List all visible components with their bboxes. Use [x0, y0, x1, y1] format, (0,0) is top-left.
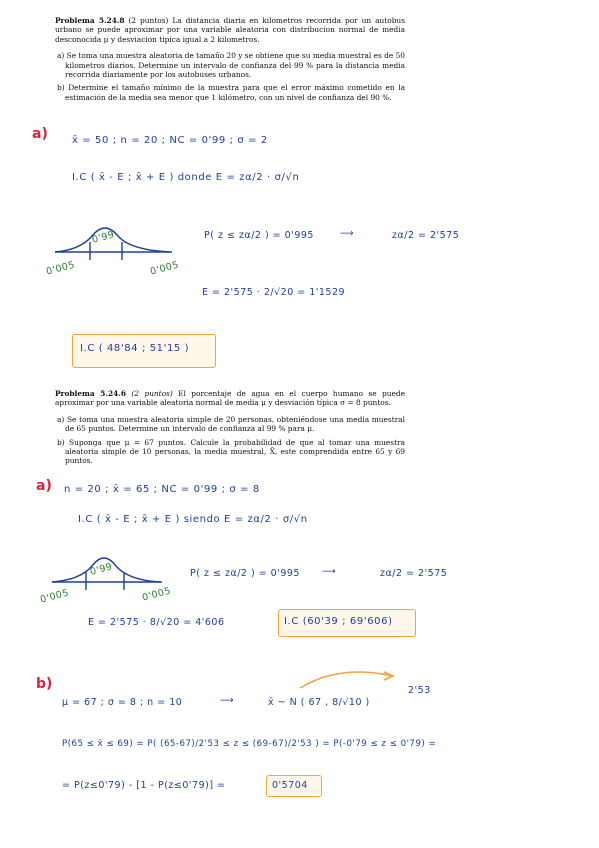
solution-1-ic-formula: I.C ( x̄ - E ; x̄ + E ) donde E = zα/2 · σ/√n: [72, 172, 300, 183]
solution-2a-bell-right: 0'005: [141, 585, 173, 604]
problem-1-text: La distancia diaria en kilometros recorrida por un autobus urbano se puede aproximar por una variable aleatoria con distribucion normal de media desconocida μ y desviacion tipica igual a 2 kilometros.: [55, 16, 405, 44]
solution-2b-label: b): [36, 676, 53, 692]
solution-1-bell-right: 0'005: [149, 259, 181, 278]
solution-2a-result: I.C (60'39 ; 69'606): [284, 616, 393, 627]
solution-1-arrow: ⟶: [340, 228, 355, 239]
solution-2a-arrow: ⟶: [322, 566, 337, 577]
solution-2a-bell-center: 0'99: [88, 561, 114, 578]
solution-1-error: E = 2'575 · 2/√20 = 1'1529: [202, 287, 346, 298]
solution-2b-prob: P(65 ≤ x̄ ≤ 69) = P( (65-67)/2'53 ≤ z ≤ (69-67)/2'53 ) = P(-0'79 ≤ z ≤ 0'79) =: [62, 739, 437, 749]
solution-2b-note: 2'53: [408, 685, 431, 696]
solution-2b-data: μ = 67 ; σ = 8 ; n = 10: [62, 697, 183, 708]
solution-1-z: zα/2 = 2'575: [392, 230, 460, 241]
problem-1-part-a: a) Se toma una muestra aleatoria de tamaño 20 y se obtiene que su media muestral es de 50 kilometros diarios. Determine un intervalo de confianza del 99 % para la distancia media recorrida diariamente por los autobuses urbanos.: [57, 51, 405, 80]
solution-2b-result: 0'5704: [272, 780, 308, 791]
solution-1-result: I.C ( 48'84 ; 51'15 ): [80, 343, 190, 354]
problem-2-part-a: a) Se toma una muestra aleatoria simple de 20 personas, obteniéndose una media muestral de 65 puntos. Determine un intervalo de confianza al 99 % para μ.: [57, 414, 405, 434]
problem-2-points: (2 puntos): [131, 389, 173, 398]
problem-1-heading: Problema 5.24.8: [55, 16, 125, 25]
solution-2a-prob: P( z ≤ zα/2 ) = 0'995: [190, 568, 300, 579]
solution-1-label: a): [32, 126, 48, 142]
orange-arc-tip: [384, 672, 393, 680]
solution-2a-ic-formula: I.C ( x̄ - E ; x̄ + E ) siendo E = zα/2 · σ/√n: [78, 514, 308, 525]
solution-1-prob: P( z ≤ zα/2 ) = 0'995: [204, 230, 314, 241]
solution-2a-z: zα/2 = 2'575: [380, 568, 448, 579]
orange-arc: [300, 672, 392, 688]
solution-2b-arrow: ⟶: [220, 695, 235, 706]
solution-2a-data: n = 20 ; x̄ = 65 ; NC = 0'99 ; σ = 8: [64, 484, 260, 495]
solution-1-data: x̄ = 50 ; n = 20 ; NC = 0'99 ; σ = 2: [72, 135, 268, 146]
problem-1-statement: [55, 16, 405, 44]
problem-2-heading: Problema 5.24.6: [55, 389, 126, 398]
solution-2a-label: a): [36, 478, 52, 494]
problem-1: [55, 16, 405, 102]
solution-2a-error: E = 2'575 · 8/√20 = 4'606: [88, 617, 225, 628]
problem-2-statement: [55, 389, 405, 408]
solution-1-bell-center: 0'99: [90, 229, 116, 246]
problem-2-part-b: b) Suponga que μ = 67 puntos. Calcule la probabilidad de que al tomar una muestra aleatoria simple de 10 personas, la media muestral, X̄, este comprendida entre 65 y 69 puntos.: [57, 437, 405, 466]
problem-1-part-b: b) Determine el tamaño mínimo de la muestra para que el error máximo cometido en la estimación de la media sea menor que 1 kilómetro, con un nivel de confianza del 90 %.: [57, 83, 405, 102]
solution-2a-bell-left: 0'005: [39, 587, 71, 606]
problem-1-points: (2 puntos): [128, 16, 169, 25]
solution-2b-last: = P(z≤0'79) - [1 - P(z≤0'79)] =: [62, 780, 226, 791]
solution-2b-dist: x̄ ~ N ( 67 , 8/√10 ): [268, 697, 370, 708]
problem-2-text: El porcentaje de agua en el cuerpo humano se puede aproximar por una variable aleatoria normal de media μ y desviación típica σ = 8 puntos.: [55, 389, 405, 408]
solution-1-bell-left: 0'005: [45, 259, 77, 278]
problem-2: [55, 389, 405, 466]
